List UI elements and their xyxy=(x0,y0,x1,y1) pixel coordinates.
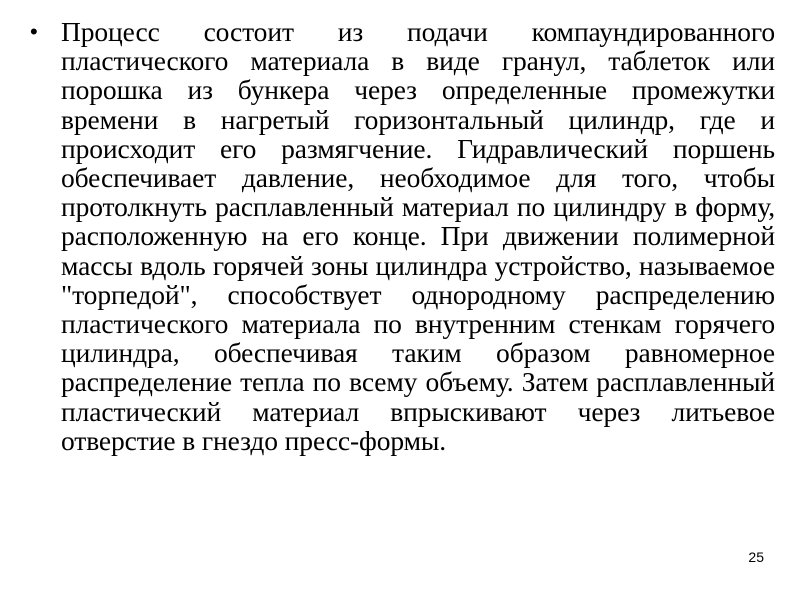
bullet-marker: • xyxy=(30,19,38,44)
bullet-paragraph xyxy=(30,17,782,455)
body-text: Процесс состоит из подачи компаундированного пластического материала в виде гранул, таблеток или порошка из бункера через определенные промежутки времени в нагретый горизонтальный цилиндр, где и происходит его размягчение. Гидравлический поршень обеспечивает давление, необходимое для того, чтобы протолкнуть расплавленный материал по цилиндру в форму, расположенную на его конце. При движении полимерной массы вдоль горячей зоны цилиндра устройство, называемое "торпедой", способствует однородному распределению пластического материала по внутренним стенкам горячего цилиндра, обеспечивая таким образом равномерное распределение тепла по всему объему. Затем расплавленный пластический материал впрыскивают через литьевое отверстие в гнездо пресс-формы. xyxy=(61,16,775,456)
page-number: 25 xyxy=(748,549,764,565)
